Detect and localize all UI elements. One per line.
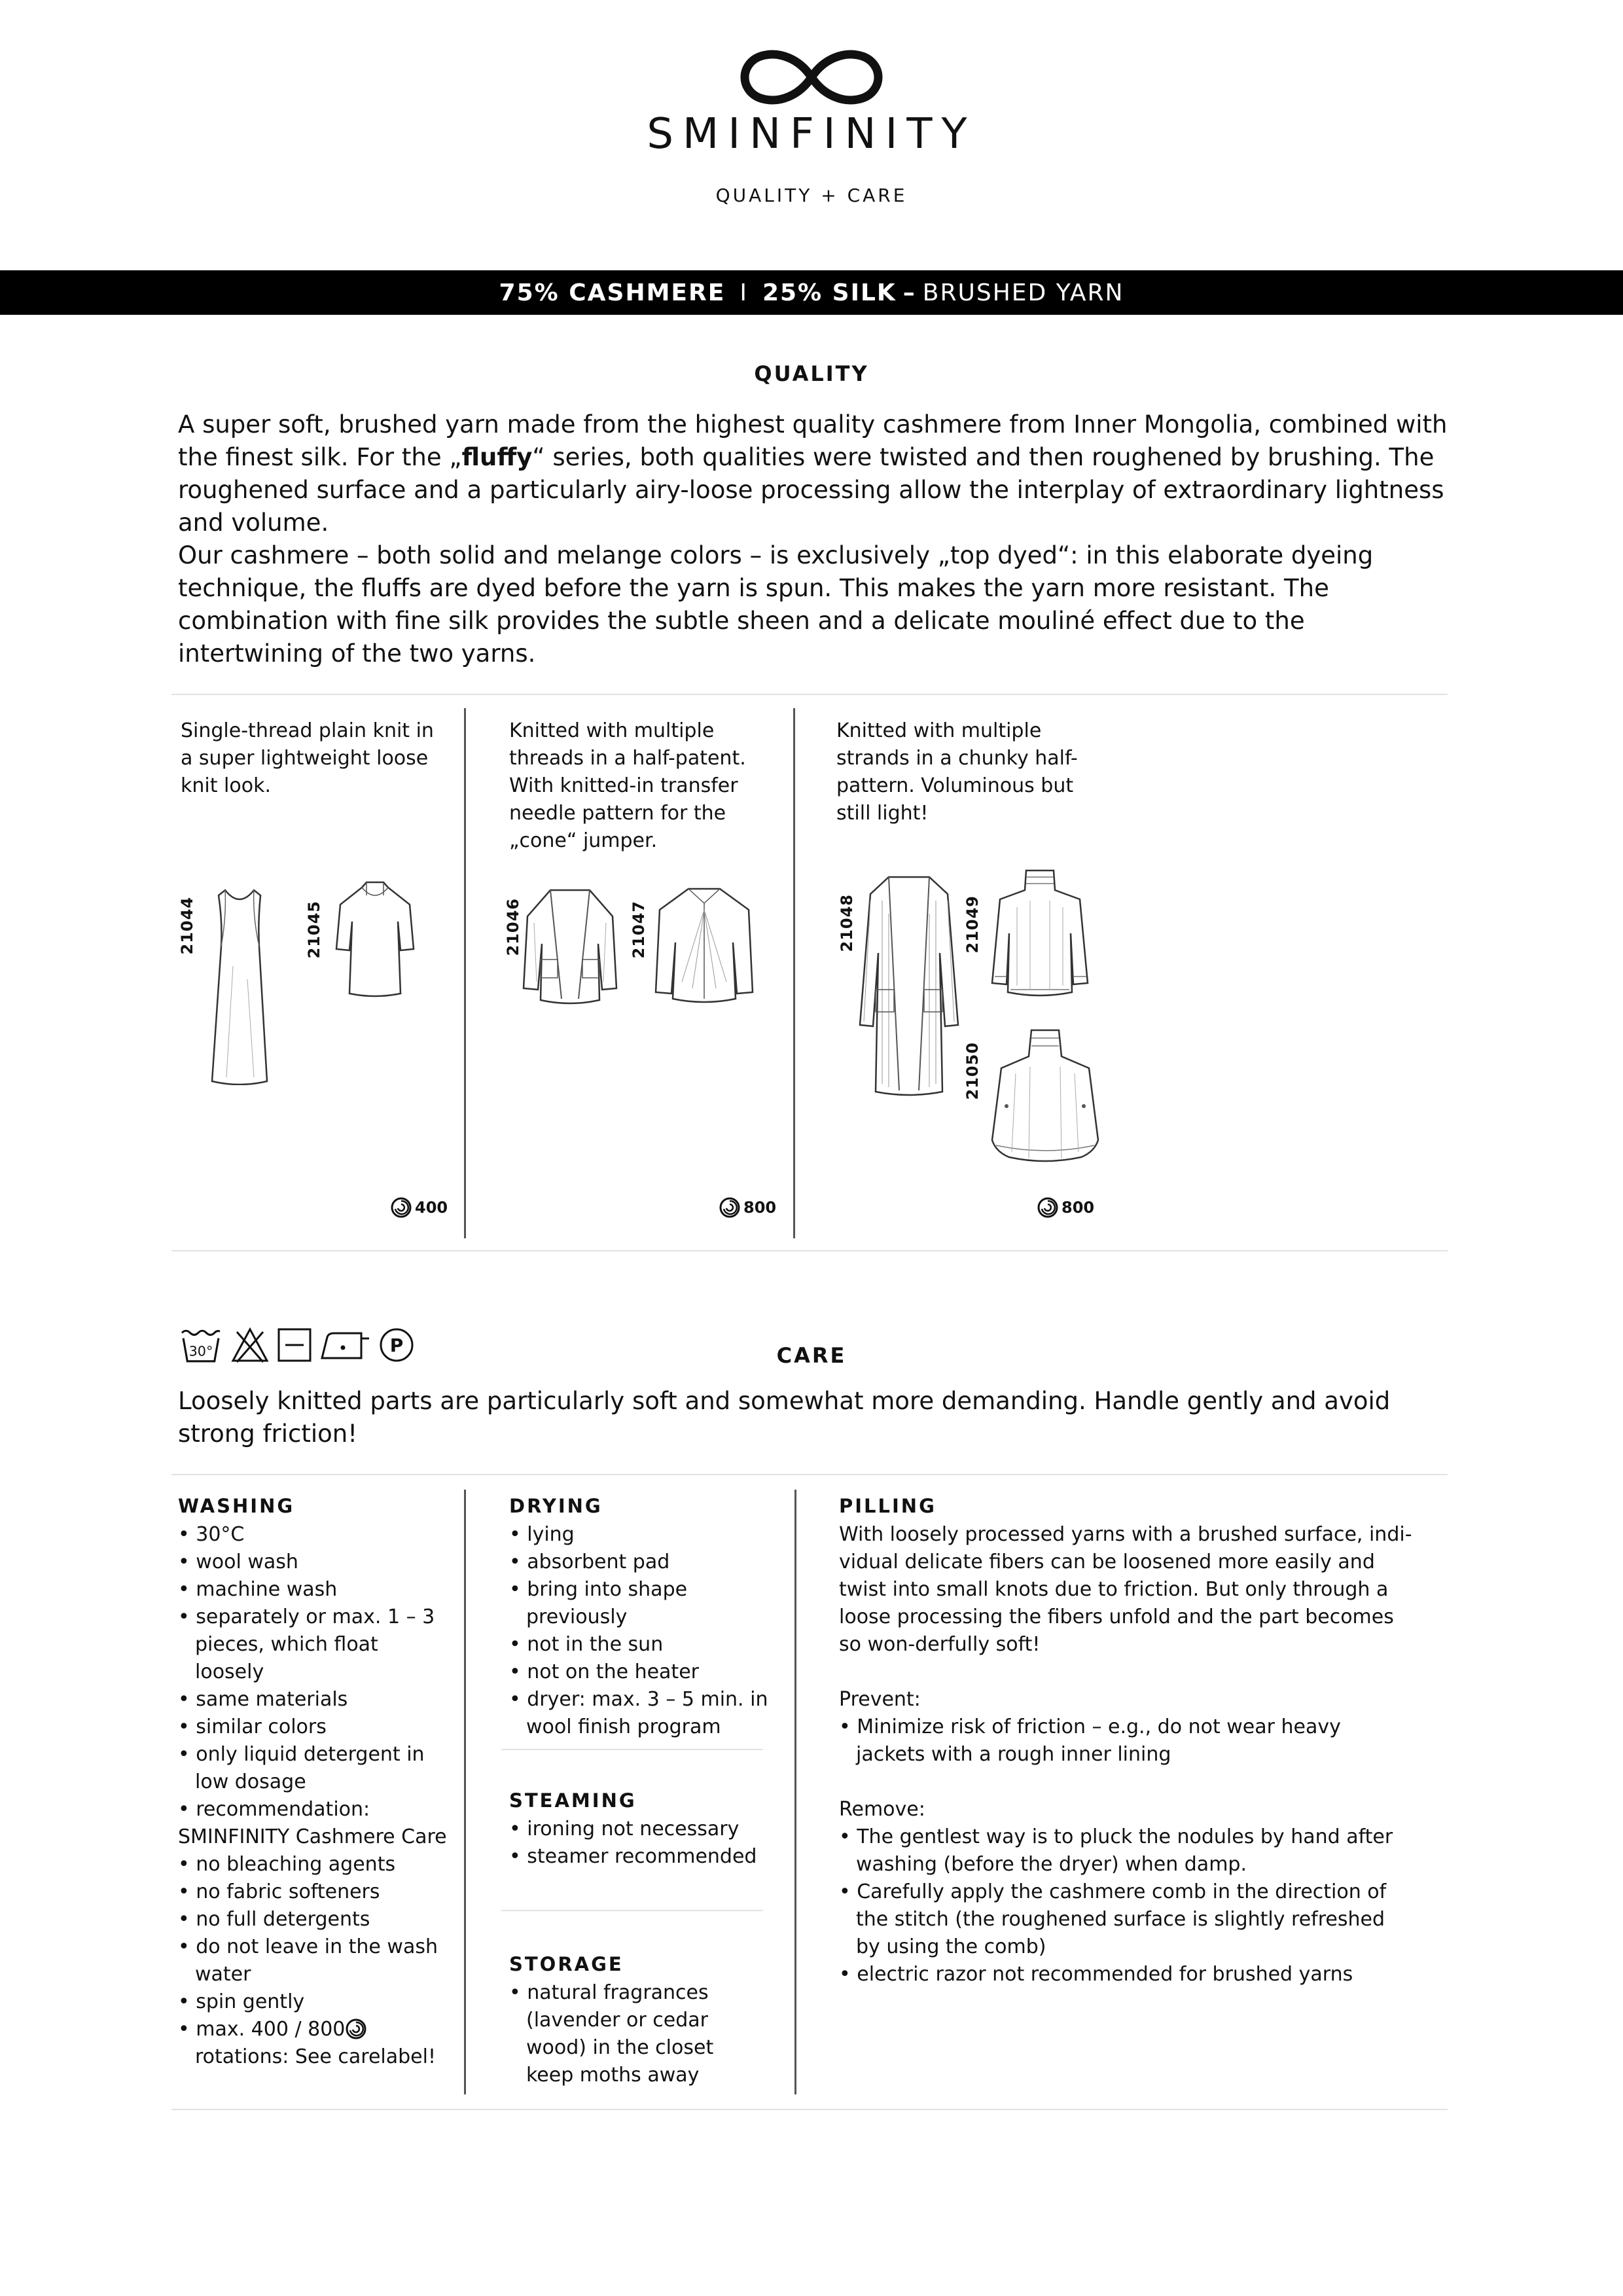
rotations-badge bbox=[1037, 1196, 1094, 1219]
product-code: 21045 bbox=[305, 901, 323, 959]
list-item: • not on the heater bbox=[509, 1659, 784, 1686]
list-item: • Carefully apply the cashmere comb in the direction of the stitch (the roughened surface is slightly refreshed by using the comb) bbox=[839, 1878, 1415, 1961]
banner-separator: I bbox=[740, 279, 748, 306]
rotations-note: rotations: See carelabel! bbox=[195, 2045, 436, 2068]
product-code: 21049 bbox=[963, 895, 982, 954]
remove-list bbox=[839, 1823, 1415, 1988]
list-item: • no full detergents bbox=[178, 1906, 453, 1933]
list-item: • only liquid detergent in low dosage bbox=[178, 1741, 453, 1796]
list-item: • Minimize risk of friction – e.g., do not wear heavy jackets with a rough inner lining bbox=[839, 1713, 1415, 1768]
list-item: • separately or max. 1 – 3 pieces, which float loosely bbox=[178, 1604, 453, 1686]
list-item: • recommendation: bbox=[178, 1796, 453, 1823]
list-item: • ironing not necessary bbox=[509, 1816, 784, 1843]
product-code: 21044 bbox=[178, 897, 196, 955]
drying-list bbox=[509, 1521, 784, 1741]
list-item: • similar colors bbox=[178, 1713, 453, 1741]
list-item: • steamer recommended bbox=[509, 1843, 784, 1871]
list-item: • The gentlest way is to pluck the nodules by hand after washing (before the dryer) when damp. bbox=[839, 1823, 1415, 1878]
list-item: • wool wash bbox=[178, 1549, 453, 1576]
banner-cashmere: 75% CASHMERE bbox=[499, 279, 726, 306]
rotations-badge bbox=[719, 1196, 776, 1219]
steaming-list bbox=[509, 1816, 784, 1871]
rotations-limit: max. 400 / 800 bbox=[196, 2018, 346, 2041]
spin-icon bbox=[1037, 1196, 1059, 1219]
dry-clean-label: P bbox=[389, 1335, 404, 1356]
list-item: • lying bbox=[509, 1521, 784, 1549]
list-item: • no bleaching agents bbox=[178, 1851, 453, 1878]
list-item bbox=[178, 2016, 453, 2071]
banner-dash: – bbox=[902, 279, 916, 306]
wash-temp-label: 30° bbox=[188, 1343, 213, 1359]
steaming-heading: STEAMING bbox=[509, 1789, 637, 1812]
divider bbox=[171, 694, 1448, 695]
rotations-value: 800 bbox=[743, 1198, 777, 1217]
tagline: QUALITY + CARE bbox=[715, 185, 908, 206]
storage-section bbox=[509, 1953, 745, 2089]
list-item: • absorbent pad bbox=[509, 1549, 784, 1576]
steaming-section bbox=[509, 1789, 784, 1871]
cardigan-illustration bbox=[521, 884, 619, 1008]
poncho-illustration bbox=[990, 1028, 1101, 1165]
fluffy-series: fluffy bbox=[461, 443, 533, 471]
divider bbox=[171, 2109, 1448, 2110]
list-item: • machine wash bbox=[178, 1576, 453, 1604]
long-coat-illustration bbox=[856, 874, 962, 1097]
tshirt-illustration bbox=[332, 881, 418, 999]
list-item: • natural fragrances (lavender or cedar wood) in the closet keep moths away bbox=[509, 1979, 745, 2089]
recommendation: SMINFINITY Cashmere Care bbox=[178, 1825, 447, 1848]
rotations-badge bbox=[390, 1196, 448, 1219]
quality-text-2: “ series, both qualities were twisted and then roughened by brushing. The roughened surface and a particularly airy-loose processing allow the interplay of extraordinary lightness and volume. bbox=[178, 443, 1444, 537]
composition-banner bbox=[0, 270, 1623, 315]
quality-text-1: A super soft, brushed yarn made from the highest quality cashmere from Inner Mongolia, combined with the finest silk. For the „ bbox=[178, 410, 1448, 471]
divider bbox=[171, 1474, 1448, 1475]
column-1-description: Single-thread plain knit in a super lightweight loose knit look. bbox=[181, 719, 434, 797]
dress-illustration bbox=[207, 888, 272, 1085]
pilling-text: With loosely processed yarns with a brushed surface, indi-vidual delicate fibers can be loosened more easily and twist into small knots due to friction. But only through a loose processing the fibers unfold and the part becomes so won-derfully soft! bbox=[839, 1523, 1412, 1656]
column-divider bbox=[464, 1490, 466, 2094]
list-item: • do not leave in the wash water bbox=[178, 1933, 453, 1988]
banner-silk: 25% SILK bbox=[762, 279, 897, 306]
remove-label: Remove: bbox=[839, 1798, 925, 1821]
care-heading: CARE bbox=[776, 1343, 847, 1368]
divider bbox=[171, 1250, 1448, 1251]
column-divider bbox=[794, 1490, 796, 2094]
washing-list bbox=[178, 1521, 453, 2071]
column-divider bbox=[793, 708, 795, 1238]
rotations-value: 400 bbox=[415, 1198, 448, 1217]
list-item: • bring into shape previously bbox=[509, 1576, 784, 1631]
infinity-icon bbox=[738, 46, 885, 109]
list-item: • 30°C bbox=[178, 1521, 453, 1549]
product-code: 21047 bbox=[630, 901, 648, 959]
divider bbox=[501, 1749, 763, 1750]
washing-section bbox=[178, 1495, 453, 2071]
quality-heading: QUALITY bbox=[754, 361, 869, 386]
product-code: 21046 bbox=[504, 898, 522, 956]
pilling-heading: PILLING bbox=[839, 1495, 936, 1517]
washing-heading: WASHING bbox=[178, 1495, 295, 1517]
quality-text-3: Our cashmere – both solid and melange colors – is exclusively „top dyed“: in this elaborate dyeing technique, the fluffs are dyed before the yarn is spun. This makes the yarn more resistant. The combination with fine silk provides the subtle sheen and a delicate mouliné effect due to the intertwining of the two yarns. bbox=[178, 541, 1374, 668]
list-item: • dryer: max. 3 – 5 min. in wool finish program bbox=[509, 1686, 784, 1741]
list-item: • same materials bbox=[178, 1686, 453, 1713]
list-item: • electric razor not recommended for brushed yarns bbox=[839, 1961, 1415, 1988]
spin-icon bbox=[719, 1196, 741, 1219]
turtleneck-illustration bbox=[991, 868, 1089, 1001]
pilling-section bbox=[839, 1495, 1415, 1988]
prevent-label: Prevent: bbox=[839, 1688, 921, 1711]
list-item: • spin gently bbox=[178, 1988, 453, 2016]
spin-icon bbox=[390, 1196, 412, 1219]
drying-heading: DRYING bbox=[509, 1495, 603, 1517]
brand-name: SMINFINITY bbox=[647, 110, 976, 158]
list-item: • not in the sun bbox=[509, 1631, 784, 1659]
column-divider bbox=[464, 708, 466, 1238]
drying-section bbox=[509, 1495, 784, 1741]
cone-jumper-illustration bbox=[652, 884, 757, 1008]
storage-list bbox=[509, 1979, 745, 2089]
prevent-list bbox=[839, 1713, 1415, 1768]
quality-text bbox=[178, 408, 1448, 670]
banner-yarn: BRUSHED YARN bbox=[922, 279, 1124, 306]
product-code: 21050 bbox=[963, 1042, 982, 1100]
column-2-description: Knitted with multiple threads in a half-patent. With knitted-in transfer needle pattern for the „cone“ jumper. bbox=[509, 719, 746, 852]
product-code: 21048 bbox=[838, 894, 856, 952]
storage-heading: STORAGE bbox=[509, 1953, 624, 1975]
spin-icon bbox=[345, 2018, 367, 2040]
care-text: Loosely knitted parts are particularly soft and somewhat more demanding. Handle gently and avoid strong friction! bbox=[178, 1387, 1391, 1448]
divider bbox=[501, 1910, 763, 1911]
column-3-description: Knitted with multiple strands in a chunky half-pattern. Voluminous but still light! bbox=[836, 719, 1078, 825]
rotations-value: 800 bbox=[1061, 1198, 1095, 1217]
list-item: • no fabric softeners bbox=[178, 1878, 453, 1906]
